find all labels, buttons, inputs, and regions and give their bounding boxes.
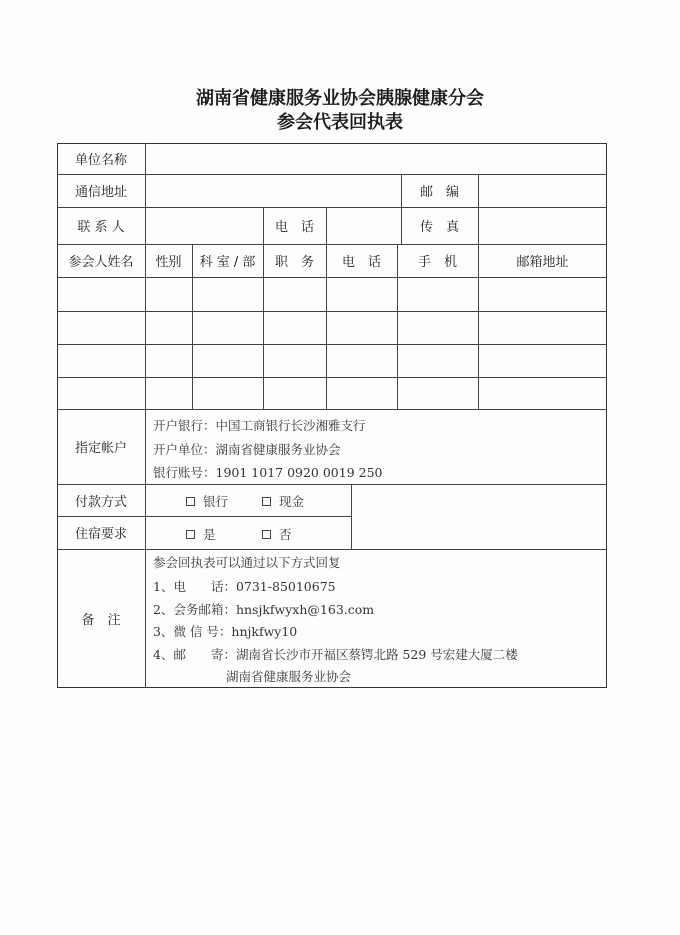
col-header-mobile: 手 机 (417, 255, 457, 270)
attendee-row[interactable] (58, 378, 606, 409)
lodging-no-option[interactable] (262, 525, 292, 543)
col-header-department: 科 室 / 部 (199, 255, 256, 270)
notes-email: 2、会务邮箱：hnsjkfwyxh@163.com (153, 602, 375, 617)
phone-field[interactable] (327, 208, 401, 244)
lodging-yes-option[interactable] (186, 525, 216, 543)
document-title: 湖南省健康服务业协会胰腺健康分会 (196, 88, 484, 109)
checkbox-icon[interactable] (262, 497, 271, 506)
col-header-phone: 电 话 (341, 255, 381, 270)
unit-name-field[interactable] (146, 144, 606, 174)
payment-bank-label: 银行 (203, 494, 229, 509)
attendee-row[interactable] (58, 312, 606, 344)
bank-name: 开户银行：中国工商银行长沙湘雅支行 (153, 418, 366, 433)
account-label: 指定帐户 (74, 441, 127, 456)
payment-bank-option[interactable] (186, 492, 228, 510)
payment-cash-option[interactable] (262, 492, 304, 510)
attendee-row[interactable] (58, 345, 606, 377)
column-divider (351, 484, 352, 549)
account-holder: 开户单位：湖南省健康服务业协会 (153, 442, 341, 457)
account-number: 银行账号：1901 1017 0920 0019 250 (153, 465, 383, 480)
contact-field[interactable] (146, 208, 263, 244)
col-header-email: 邮箱地址 (516, 255, 569, 270)
col-header-name: 参会人姓名 (68, 255, 134, 270)
checkbox-icon[interactable] (186, 530, 195, 539)
notes-mail-recipient: 湖南省健康服务业协会 (226, 669, 352, 684)
notes-intro: 参会回执表可以通过以下方式回复 (153, 555, 341, 570)
address-field[interactable] (146, 175, 401, 207)
checkbox-icon[interactable] (186, 497, 195, 506)
notes-mail: 4、邮 寄：湖南省长沙市开福区蔡锷北路 529 号宏建大厦二楼 (153, 647, 518, 662)
lodging-no-label: 否 (279, 527, 292, 542)
attendee-row[interactable] (58, 278, 606, 311)
lodging-label: 住宿要求 (74, 527, 127, 542)
notes-phone: 1、电 话：0731-85010675 (153, 579, 336, 594)
contact-label: 联 系 人 (77, 220, 125, 235)
postcode-field[interactable] (479, 175, 606, 207)
postcode-label: 邮 编 (419, 185, 459, 200)
payment-cash-label: 现金 (279, 494, 305, 509)
fax-field[interactable] (479, 208, 606, 244)
phone-label: 电 话 (274, 220, 314, 235)
address-label: 通信地址 (74, 185, 127, 200)
document-subtitle: 参会代表回执表 (277, 112, 403, 133)
notes-wechat: 3、微 信 号：hnjkfwy10 (153, 624, 298, 639)
notes-label: 备 注 (81, 613, 121, 628)
col-header-gender: 性别 (155, 255, 182, 270)
col-header-position: 职 务 (274, 255, 314, 270)
payment-label: 付款方式 (74, 494, 127, 510)
checkbox-icon[interactable] (262, 530, 271, 539)
fax-label: 传 真 (419, 220, 459, 235)
lodging-yes-label: 是 (203, 527, 216, 542)
unit-name-label: 单位名称 (74, 153, 127, 168)
